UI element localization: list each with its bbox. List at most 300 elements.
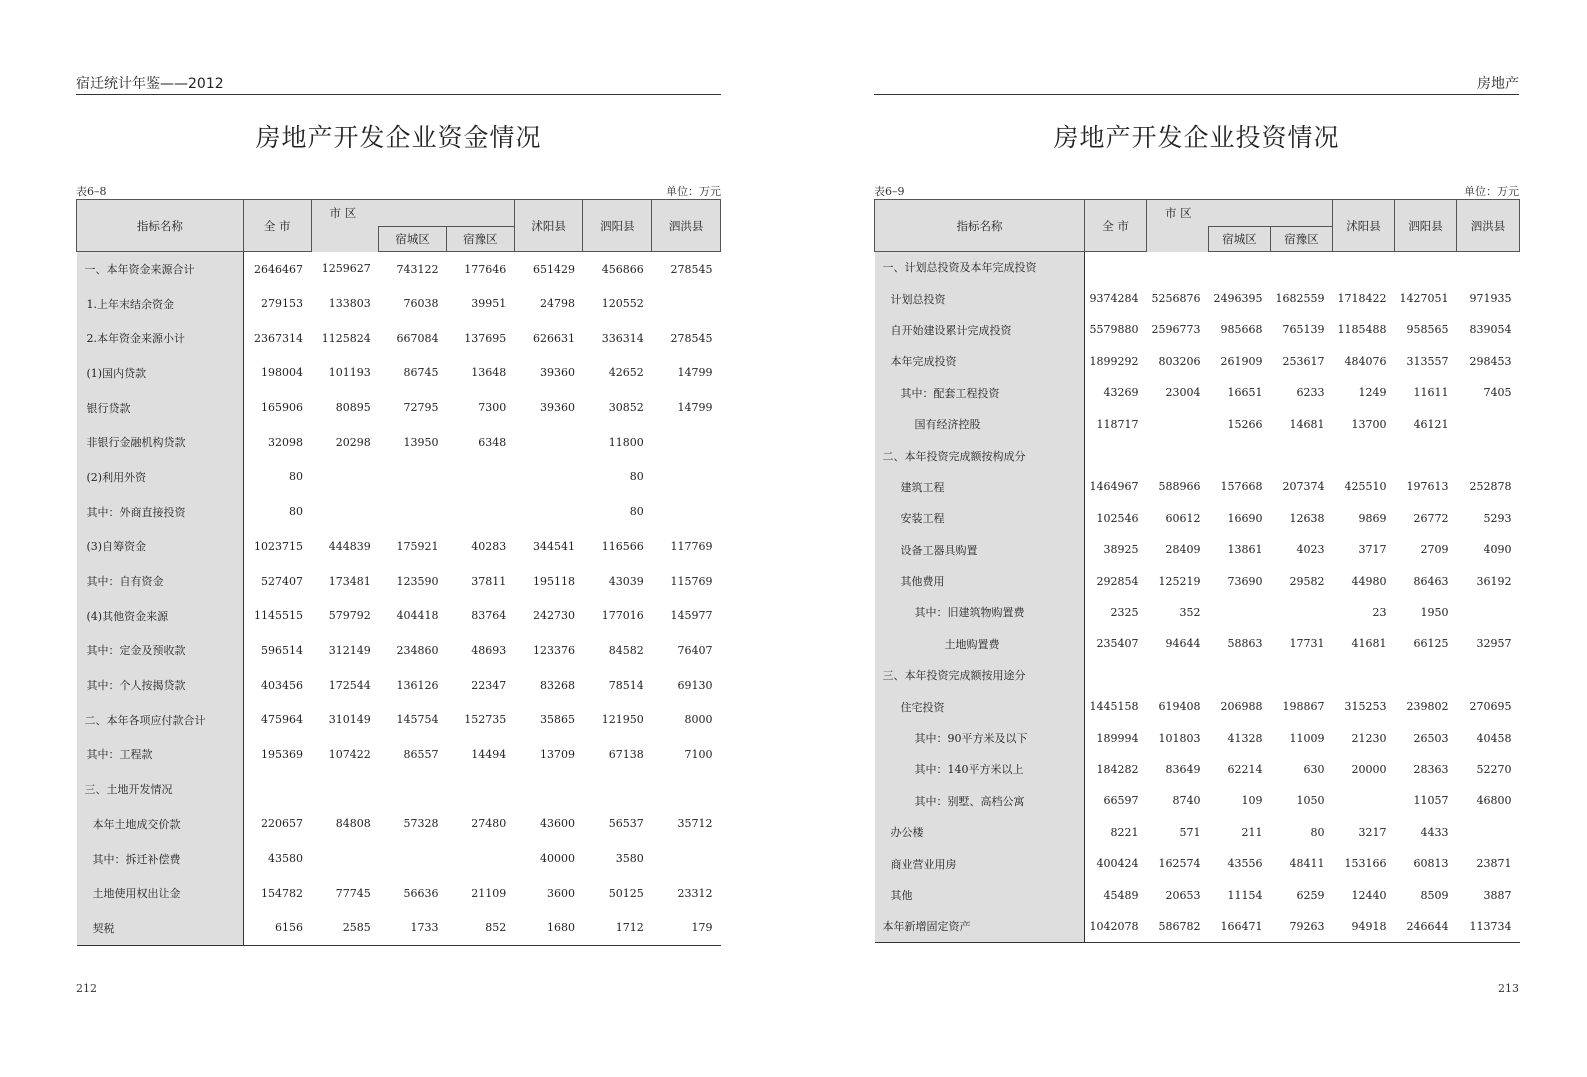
cell-value: 5579880 [1089, 323, 1139, 337]
cell-value: 115769 [670, 574, 713, 588]
cell-value: 72795 [403, 401, 439, 415]
cell-value: 195369 [261, 747, 304, 761]
cell-value [379, 494, 447, 529]
table-row [77, 252, 721, 287]
cell-value: 102546 [1096, 511, 1139, 525]
row-label: 国有经济控股 [875, 408, 1085, 439]
cell-value: 39360 [539, 401, 575, 415]
page-title: 房地产开发企业投资情况 [1053, 123, 1340, 152]
cell-value: 261909 [1220, 354, 1263, 368]
row-label: 二、本年各项应付款合计 [77, 702, 244, 737]
cell-value: 239802 [1406, 700, 1449, 714]
row-label: 安装工程 [875, 503, 1085, 534]
table-row [77, 356, 721, 391]
row-label: 计划总投资 [875, 283, 1085, 314]
cell-value [1209, 597, 1271, 628]
cell-value: 37811 [471, 574, 507, 588]
cell-value: 198004 [261, 366, 304, 380]
table-row [77, 425, 721, 460]
cell-value: 80895 [335, 401, 371, 415]
cell-value [1147, 440, 1209, 471]
table-row [875, 597, 1520, 628]
cell-value [379, 460, 447, 495]
cell-value: 9869 [1358, 511, 1387, 525]
table-row [77, 841, 721, 876]
cell-value [514, 772, 583, 807]
cell-value: 94918 [1333, 911, 1395, 942]
table-row [77, 807, 721, 842]
cell-value: 152735 [464, 713, 507, 727]
table-row [875, 252, 1520, 283]
cell-value [447, 494, 515, 529]
row-label: 住宅投资 [875, 691, 1085, 722]
cell-value [1333, 785, 1395, 816]
row-label: (4)其他资金来源 [77, 598, 244, 633]
right-page [874, 0, 1519, 1077]
cell-value: 1259627 [321, 262, 371, 276]
cell-value: 315253 [1344, 700, 1387, 714]
cell-value: 4090 [1483, 543, 1512, 557]
cell-value: 527407 [261, 574, 304, 588]
cell-value: 86557 [403, 747, 439, 761]
cell-value [1085, 440, 1147, 471]
cell-value: 958565 [1406, 323, 1449, 337]
header-city-total: 全 市 [243, 200, 311, 252]
row-label: (2)利用外资 [77, 460, 244, 495]
cell-value: 107422 [328, 747, 371, 761]
cell-value: 48411 [1289, 857, 1325, 871]
cell-value: 14494 [471, 747, 507, 761]
cell-value [1209, 252, 1271, 283]
cell-value: 4433 [1420, 825, 1449, 839]
table-row [875, 346, 1520, 377]
table-row [875, 534, 1520, 565]
cell-value: 1023715 [254, 539, 304, 553]
cell-value [1333, 660, 1395, 691]
cell-value [1457, 660, 1520, 691]
table-row [77, 494, 721, 529]
header-urban-spacer [1147, 227, 1209, 252]
cell-value: 22347 [471, 678, 507, 692]
cell-value: 46121 [1413, 417, 1449, 431]
cell-value [652, 772, 721, 807]
cell-value: 123376 [532, 643, 575, 657]
cell-value: 173481 [328, 574, 371, 588]
table-header [875, 200, 1520, 252]
cell-value: 3580 [615, 852, 644, 866]
cell-value [379, 772, 447, 807]
cell-value: 765139 [1282, 323, 1325, 337]
table-row [875, 911, 1520, 942]
cell-value: 234860 [396, 643, 439, 657]
cell-value: 425510 [1344, 480, 1387, 494]
cell-value: 242730 [532, 609, 575, 623]
cell-value: 35865 [539, 713, 575, 727]
cell-value: 84808 [335, 817, 371, 831]
table-row [77, 529, 721, 564]
cell-value: 162574 [1158, 857, 1201, 871]
cell-value: 153166 [1344, 857, 1387, 871]
cell-value: 24798 [539, 297, 575, 311]
cell-value: 400424 [1096, 857, 1139, 871]
row-label: 一、本年资金来源合计 [77, 252, 244, 287]
row-label: 其中：个人按揭贷款 [77, 668, 244, 703]
table-row [875, 628, 1520, 659]
cell-value [1395, 440, 1457, 471]
cell-value: 83268 [539, 678, 575, 692]
table-row [875, 440, 1520, 471]
cell-value [652, 460, 721, 495]
cell-value: 41681 [1351, 637, 1387, 651]
cell-value: 626631 [532, 331, 575, 345]
header-indicator: 指标名称 [77, 200, 244, 252]
cell-value: 166471 [1209, 911, 1271, 942]
table-body [875, 252, 1520, 943]
cell-value: 27480 [471, 817, 507, 831]
cell-value: 2496395 [1213, 292, 1263, 306]
cell-value: 12440 [1351, 888, 1387, 902]
cell-value: 121950 [601, 713, 644, 727]
cell-value: 43580 [268, 852, 304, 866]
row-label: 一、计划总投资及本年完成投资 [875, 252, 1085, 283]
cell-value [1085, 660, 1147, 691]
cell-value: 77745 [335, 886, 371, 900]
cell-value: 120552 [601, 297, 644, 311]
cell-value: 404418 [396, 609, 439, 623]
row-label: 契税 [77, 911, 244, 946]
cell-value: 39951 [471, 297, 507, 311]
table-row [875, 565, 1520, 596]
cell-value: 28409 [1165, 543, 1201, 557]
cell-value: 8740 [1172, 794, 1201, 808]
cell-value: 40283 [471, 539, 507, 553]
cell-value [1271, 252, 1333, 283]
cell-value: 2325 [1110, 605, 1139, 619]
cell-value [1209, 440, 1271, 471]
cell-value: 198867 [1282, 700, 1325, 714]
cell-value: 9374284 [1089, 292, 1139, 306]
row-label: 其中：90平方米及以下 [875, 722, 1085, 753]
cell-value: 13709 [539, 747, 575, 761]
cell-value: 40458 [1476, 731, 1512, 745]
row-label: 三、本年投资完成额按用途分 [875, 660, 1085, 691]
cell-value: 313557 [1406, 354, 1449, 368]
cell-value: 184282 [1096, 762, 1139, 776]
row-label: 其他费用 [875, 565, 1085, 596]
cell-value [652, 494, 721, 529]
cell-value: 23871 [1476, 857, 1512, 871]
table-row [77, 286, 721, 321]
row-label: 三、土地开发情况 [77, 772, 244, 807]
cell-value: 651429 [532, 262, 575, 276]
cell-value [1457, 597, 1520, 628]
cell-value [447, 841, 515, 876]
cell-value: 1145515 [254, 609, 304, 623]
cell-value: 1950 [1420, 605, 1449, 619]
cell-value: 246644 [1395, 911, 1457, 942]
cell-value: 11009 [1289, 731, 1325, 745]
table-number: 表6–9 [874, 185, 905, 198]
cell-value: 39360 [539, 366, 575, 380]
cell-value: 157668 [1220, 480, 1263, 494]
cell-value: 484076 [1344, 354, 1387, 368]
cell-value: 56636 [403, 886, 439, 900]
cell-value: 344541 [532, 539, 575, 553]
cell-value: 46800 [1476, 794, 1512, 808]
table-row [77, 772, 721, 807]
cell-value: 21230 [1351, 731, 1387, 745]
cell-value: 36192 [1476, 574, 1512, 588]
cell-value: 252878 [1469, 480, 1512, 494]
cell-value [514, 425, 583, 460]
cell-value: 235407 [1096, 637, 1139, 651]
cell-value: 145977 [670, 609, 713, 623]
row-label: 1.上年末结余资金 [77, 286, 244, 321]
row-label: 本年新增固定资产 [875, 911, 1085, 942]
cell-value [1147, 408, 1209, 439]
cell-value: 86463 [1413, 574, 1449, 588]
cell-value [1457, 408, 1520, 439]
cell-value: 1733 [379, 911, 447, 946]
table-row [875, 879, 1520, 910]
cell-value: 43269 [1103, 386, 1139, 400]
cell-value: 94644 [1165, 637, 1201, 651]
cell-value [583, 772, 652, 807]
cell-value: 57328 [403, 817, 439, 831]
cell-value: 14799 [677, 401, 713, 415]
cell-value: 475964 [261, 713, 304, 727]
running-head: 宿迁统计年鉴——2012 [76, 74, 721, 95]
cell-value: 11800 [608, 435, 644, 449]
cell-value: 62214 [1227, 762, 1263, 776]
table-row [875, 660, 1520, 691]
cell-value [1457, 252, 1520, 283]
cell-value: 133803 [328, 297, 371, 311]
cell-value: 11154 [1227, 888, 1263, 902]
cell-value: 60813 [1413, 857, 1449, 871]
header-suyu: 宿豫区 [1271, 227, 1333, 252]
cell-value: 312149 [328, 643, 371, 657]
cell-value: 116566 [601, 539, 644, 553]
table-row [77, 668, 721, 703]
row-label: (3)自筹资金 [77, 529, 244, 564]
cell-value [311, 460, 379, 495]
running-head: 房地产 [874, 74, 1519, 95]
row-label: 非银行金融机构贷款 [77, 425, 244, 460]
table-number: 表6–8 [76, 185, 107, 198]
header-shuyang: 沭阳县 [514, 200, 583, 252]
cell-value: 175921 [396, 539, 439, 553]
cell-value: 13950 [403, 435, 439, 449]
cell-value: 1464967 [1089, 480, 1139, 494]
cell-value: 2596773 [1151, 323, 1201, 337]
cell-value [1271, 597, 1333, 628]
header-urban: 市 区 [1147, 200, 1333, 227]
cell-value: 86745 [403, 366, 439, 380]
cell-value: 207374 [1282, 480, 1325, 494]
row-label: 其中：外商直接投资 [77, 494, 244, 529]
cell-value: 84582 [608, 643, 644, 657]
cell-value [1333, 252, 1395, 283]
row-label: 其中：拆迁补偿费 [77, 841, 244, 876]
cell-value: 58863 [1227, 637, 1263, 651]
row-label: 土地使用权出让金 [77, 876, 244, 911]
table-row [875, 283, 1520, 314]
cell-value: 11611 [1413, 386, 1449, 400]
table-row [77, 633, 721, 668]
cell-value: 7405 [1483, 386, 1512, 400]
left-page [76, 0, 721, 1077]
cell-value: 38925 [1103, 543, 1139, 557]
cell-value: 444839 [328, 539, 371, 553]
cell-value: 8221 [1110, 825, 1139, 839]
cell-value: 6233 [1296, 386, 1325, 400]
cell-value [1147, 252, 1209, 283]
cell-value: 60612 [1165, 511, 1201, 525]
cell-value: 1718422 [1337, 292, 1387, 306]
row-label: 银行贷款 [77, 390, 244, 425]
cell-value: 113734 [1457, 911, 1520, 942]
cell-value: 278545 [670, 262, 713, 276]
cell-value: 16690 [1227, 511, 1263, 525]
cell-value: 270695 [1469, 700, 1512, 714]
cell-value: 13648 [471, 366, 507, 380]
cell-value: 118717 [1096, 417, 1139, 431]
row-label: 其中：别墅、高档公寓 [875, 785, 1085, 816]
cell-value: 80 [289, 470, 304, 484]
cell-value: 45489 [1103, 888, 1139, 902]
row-label: 办公楼 [875, 817, 1085, 848]
header-sucheng: 宿城区 [1209, 227, 1271, 252]
header-indicator: 指标名称 [875, 200, 1085, 252]
cell-value: 83649 [1165, 762, 1201, 776]
cell-value [1457, 817, 1520, 848]
cell-value: 13861 [1227, 543, 1263, 557]
cell-value [652, 425, 721, 460]
cell-value: 101193 [328, 366, 371, 380]
cell-value [1271, 440, 1333, 471]
table-row [77, 876, 721, 911]
header-sucheng: 宿城区 [379, 227, 447, 252]
page-title: 房地产开发企业资金情况 [255, 123, 542, 152]
cell-value: 73690 [1227, 574, 1263, 588]
row-label: 其中：定金及预收款 [77, 633, 244, 668]
cell-value: 69130 [677, 678, 713, 692]
table-row [875, 471, 1520, 502]
cell-value: 43600 [539, 817, 575, 831]
cell-value: 26503 [1413, 731, 1449, 745]
cell-value: 586782 [1147, 911, 1209, 942]
row-label: 其中：自有资金 [77, 564, 244, 599]
cell-value: 41328 [1227, 731, 1263, 745]
cell-value: 52270 [1476, 762, 1512, 776]
cell-value: 20000 [1351, 762, 1387, 776]
header-shuyang: 沭阳县 [1333, 200, 1395, 252]
cell-value: 6259 [1296, 888, 1325, 902]
cell-value: 79263 [1271, 911, 1333, 942]
header-urban-spacer [311, 227, 379, 252]
row-label: (1)国内贷款 [77, 356, 244, 391]
cell-value: 43556 [1227, 857, 1263, 871]
header-city-total: 全 市 [1085, 200, 1147, 252]
data-table [874, 199, 1520, 943]
cell-value: 596514 [261, 643, 304, 657]
cell-value: 2646467 [254, 262, 304, 276]
cell-value: 4023 [1296, 543, 1325, 557]
cell-value: 5293 [1483, 511, 1512, 525]
cell-value: 123590 [396, 574, 439, 588]
cell-value: 1682559 [1275, 292, 1325, 306]
cell-value: 352 [1179, 605, 1201, 619]
cell-value: 48693 [471, 643, 507, 657]
cell-value: 1050 [1296, 794, 1325, 808]
cell-value: 28363 [1413, 762, 1449, 776]
cell-value: 852 [447, 911, 515, 946]
cell-value: 336314 [601, 331, 644, 345]
table-row [77, 911, 721, 946]
cell-value: 619408 [1158, 700, 1201, 714]
cell-value: 6348 [478, 435, 507, 449]
cell-value: 76407 [677, 643, 713, 657]
cell-value: 20298 [335, 435, 371, 449]
cell-value [311, 841, 379, 876]
table-body [77, 252, 721, 946]
cell-value: 101803 [1158, 731, 1201, 745]
cell-value [1085, 252, 1147, 283]
row-label: 土地购置费 [875, 628, 1085, 659]
cell-value: 43039 [608, 574, 644, 588]
row-label: 其中：配套工程投资 [875, 377, 1085, 408]
cell-value: 30852 [608, 401, 644, 415]
table-unit: 单位：万元 [1464, 185, 1519, 198]
cell-value: 109 [1241, 794, 1263, 808]
cell-value: 310149 [328, 713, 371, 727]
row-label: 本年土地成交价款 [77, 807, 244, 842]
cell-value: 667084 [396, 331, 439, 345]
cell-value: 35712 [677, 817, 713, 831]
cell-value: 78514 [608, 678, 644, 692]
row-label: 其他 [875, 879, 1085, 910]
table-row [875, 817, 1520, 848]
cell-value: 1249 [1358, 386, 1387, 400]
cell-value: 206988 [1220, 700, 1263, 714]
cell-value: 26772 [1413, 511, 1449, 525]
table-row [875, 785, 1520, 816]
header-siyang: 泗阳县 [1395, 200, 1457, 252]
cell-value [652, 841, 721, 876]
table-meta [874, 183, 1519, 199]
cell-value: 579792 [328, 609, 371, 623]
table-row [77, 564, 721, 599]
row-label: 其中：工程款 [77, 737, 244, 772]
cell-value: 456866 [601, 262, 644, 276]
cell-value: 2709 [1420, 543, 1449, 557]
cell-value: 145754 [396, 713, 439, 727]
cell-value: 3887 [1483, 888, 1512, 902]
cell-value: 137695 [464, 331, 507, 345]
header-sihong: 泗洪县 [652, 200, 721, 252]
cell-value: 803206 [1158, 354, 1201, 368]
header-urban: 市 区 [311, 200, 514, 227]
cell-value: 66597 [1103, 794, 1139, 808]
cell-value: 571 [1179, 825, 1201, 839]
cell-value: 66125 [1413, 637, 1449, 651]
cell-value: 1445158 [1089, 700, 1139, 714]
cell-value: 44980 [1351, 574, 1387, 588]
cell-value: 14681 [1289, 417, 1325, 431]
header-sihong: 泗洪县 [1457, 200, 1520, 252]
row-label: 其中：旧建筑物购置费 [875, 597, 1085, 628]
